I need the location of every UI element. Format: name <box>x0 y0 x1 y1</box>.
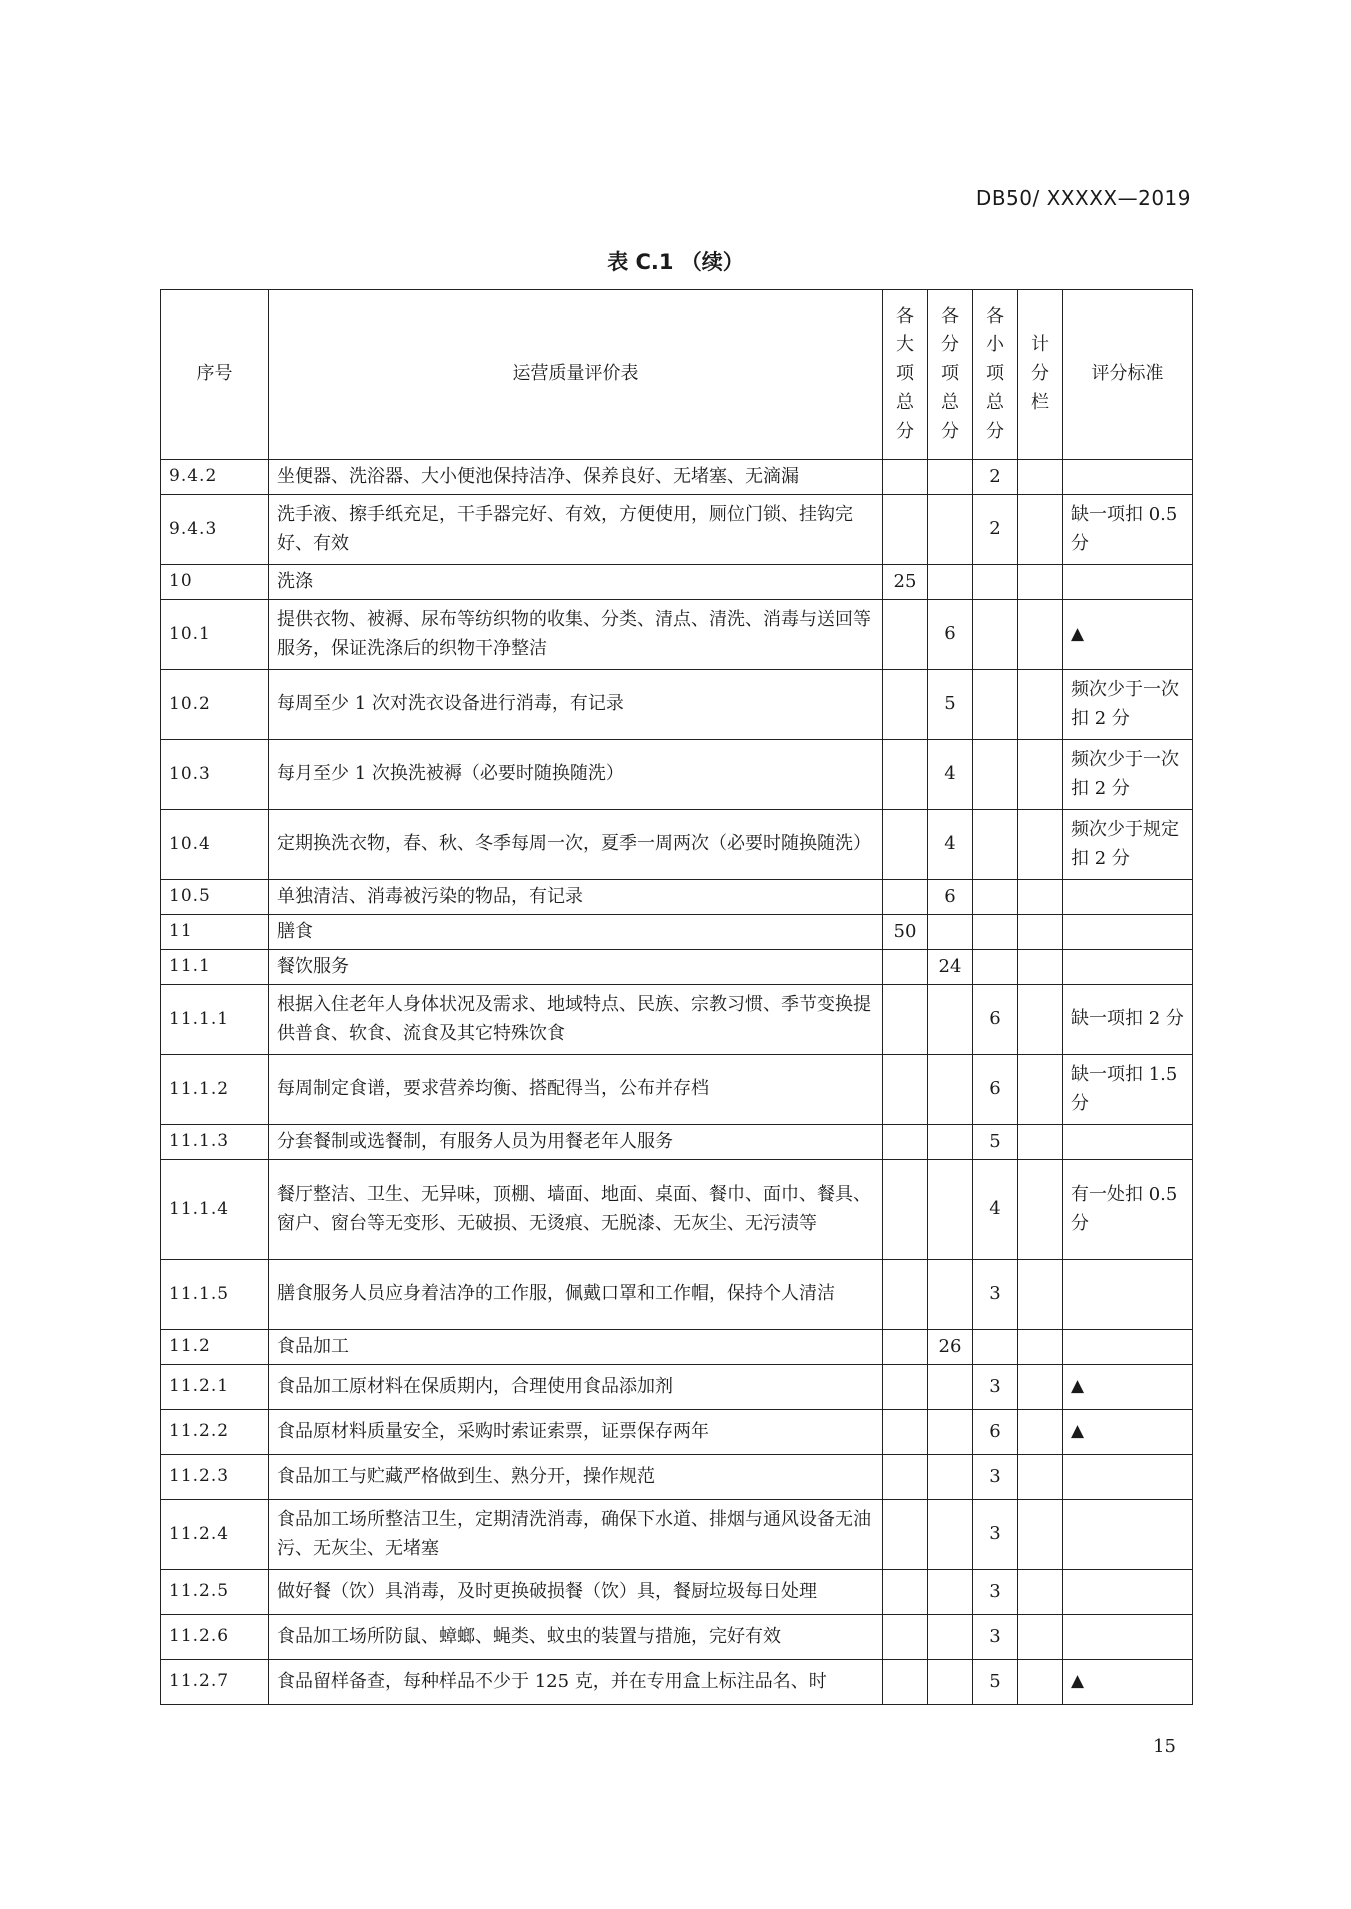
row-score <box>1018 1660 1063 1705</box>
row-minor-total <box>973 810 1018 880</box>
table-row <box>161 1615 1193 1660</box>
row-content: 食品加工与贮藏严格做到生、熟分开，操作规范 <box>269 1455 883 1500</box>
row-content: 每周制定食谱，要求营养均衡、搭配得当，公布并存档 <box>269 1055 883 1125</box>
row-major-total <box>883 1365 928 1410</box>
table-row <box>161 1365 1193 1410</box>
row-sub-total <box>928 1500 973 1570</box>
row-seq: 10.3 <box>161 740 269 810</box>
row-criteria <box>1063 915 1193 950</box>
table-row <box>161 1455 1193 1500</box>
row-minor-total <box>973 740 1018 810</box>
row-sub-total <box>928 1260 973 1330</box>
table-row <box>161 985 1193 1055</box>
row-score <box>1018 1500 1063 1570</box>
row-sub-total: 5 <box>928 670 973 740</box>
table-row <box>161 495 1193 565</box>
table-body <box>161 460 1193 1705</box>
row-minor-total <box>973 565 1018 600</box>
row-score <box>1018 1055 1063 1125</box>
row-minor-total: 6 <box>973 1055 1018 1125</box>
row-seq: 11.2.3 <box>161 1455 269 1500</box>
row-score <box>1018 495 1063 565</box>
row-minor-total: 2 <box>973 460 1018 495</box>
row-criteria: 频次少于一次扣 2 分 <box>1063 670 1193 740</box>
row-sub-total <box>928 1410 973 1455</box>
row-major-total <box>883 670 928 740</box>
row-major-total <box>883 1615 928 1660</box>
row-score <box>1018 880 1063 915</box>
row-content: 分套餐制或选餐制，有服务人员为用餐老年人服务 <box>269 1125 883 1160</box>
table-row <box>161 1570 1193 1615</box>
row-sub-total <box>928 1660 973 1705</box>
row-score <box>1018 1125 1063 1160</box>
row-seq: 10.2 <box>161 670 269 740</box>
row-criteria: ▲ <box>1063 1660 1193 1705</box>
row-seq: 11.1.1 <box>161 985 269 1055</box>
row-major-total <box>883 985 928 1055</box>
row-seq: 11.2.4 <box>161 1500 269 1570</box>
header-sub-total: 各 分 项 总 分 <box>928 290 973 460</box>
row-major-total <box>883 1125 928 1160</box>
row-sub-total <box>928 565 973 600</box>
page-number: 15 <box>1153 1736 1176 1757</box>
row-seq: 11.2.2 <box>161 1410 269 1455</box>
row-content: 提供衣物、被褥、尿布等纺织物的收集、分类、清点、清洗、消毒与送回等服务，保证洗涤后的织物干净整洁 <box>269 600 883 670</box>
header-score-column: 计 分 栏 <box>1018 290 1063 460</box>
row-minor-total: 3 <box>973 1260 1018 1330</box>
row-criteria: 缺一项扣 0.5 分 <box>1063 495 1193 565</box>
table-row <box>161 915 1193 950</box>
table-row <box>161 1330 1193 1365</box>
row-seq: 11.2.5 <box>161 1570 269 1615</box>
row-content: 膳食 <box>269 915 883 950</box>
row-criteria: 缺一项扣 1.5 分 <box>1063 1055 1193 1125</box>
row-seq: 11.1.3 <box>161 1125 269 1160</box>
header-minor-total: 各 小 项 总 分 <box>973 290 1018 460</box>
row-seq: 11.2.7 <box>161 1660 269 1705</box>
row-criteria: 有一处扣 0.5 分 <box>1063 1160 1193 1260</box>
row-content: 膳食服务人员应身着洁净的工作服，佩戴口罩和工作帽，保持个人清洁 <box>269 1260 883 1330</box>
row-criteria <box>1063 1455 1193 1500</box>
row-score <box>1018 915 1063 950</box>
row-seq: 10.1 <box>161 600 269 670</box>
row-major-total <box>883 600 928 670</box>
row-criteria: 频次少于规定扣 2 分 <box>1063 810 1193 880</box>
row-content: 做好餐（饮）具消毒，及时更换破损餐（饮）具，餐厨垃圾每日处理 <box>269 1570 883 1615</box>
row-minor-total <box>973 880 1018 915</box>
row-sub-total: 6 <box>928 600 973 670</box>
table-row <box>161 670 1193 740</box>
row-criteria: ▲ <box>1063 1410 1193 1455</box>
row-major-total <box>883 1570 928 1615</box>
row-content: 单独清洁、消毒被污染的物品，有记录 <box>269 880 883 915</box>
evaluation-table <box>160 289 1193 1705</box>
table-row <box>161 460 1193 495</box>
row-sub-total: 4 <box>928 810 973 880</box>
row-major-total <box>883 810 928 880</box>
row-score <box>1018 460 1063 495</box>
row-criteria <box>1063 1500 1193 1570</box>
row-seq: 11.1.4 <box>161 1160 269 1260</box>
row-minor-total: 6 <box>973 1410 1018 1455</box>
row-seq: 9.4.3 <box>161 495 269 565</box>
row-major-total <box>883 1160 928 1260</box>
row-sub-total <box>928 1570 973 1615</box>
row-content: 食品加工原材料在保质期内，合理使用食品添加剂 <box>269 1365 883 1410</box>
row-score <box>1018 1160 1063 1260</box>
row-major-total <box>883 1055 928 1125</box>
table-row <box>161 600 1193 670</box>
row-criteria <box>1063 1570 1193 1615</box>
row-criteria <box>1063 1615 1193 1660</box>
table-row <box>161 1260 1193 1330</box>
row-criteria: 频次少于一次扣 2 分 <box>1063 740 1193 810</box>
row-content: 食品留样备查，每种样品不少于 125 克，并在专用盒上标注品名、时 <box>269 1660 883 1705</box>
row-minor-total: 3 <box>973 1365 1018 1410</box>
row-minor-total: 3 <box>973 1570 1018 1615</box>
row-minor-total: 2 <box>973 495 1018 565</box>
row-sub-total <box>928 1365 973 1410</box>
row-sub-total <box>928 1455 973 1500</box>
row-seq: 11.1.5 <box>161 1260 269 1330</box>
row-minor-total: 4 <box>973 1160 1018 1260</box>
row-criteria: 缺一项扣 2 分 <box>1063 985 1193 1055</box>
row-major-total <box>883 1330 928 1365</box>
row-major-total <box>883 950 928 985</box>
row-criteria: ▲ <box>1063 600 1193 670</box>
row-seq: 11.2.1 <box>161 1365 269 1410</box>
row-score <box>1018 985 1063 1055</box>
table-header-row <box>161 290 1193 460</box>
header-criteria: 评分标准 <box>1063 290 1193 460</box>
row-content: 食品加工场所防鼠、蟑螂、蝇类、蚊虫的装置与措施，完好有效 <box>269 1615 883 1660</box>
table-row <box>161 565 1193 600</box>
table-row <box>161 1660 1193 1705</box>
row-criteria <box>1063 460 1193 495</box>
row-minor-total: 3 <box>973 1500 1018 1570</box>
row-minor-total <box>973 950 1018 985</box>
row-content: 每周至少 1 次对洗衣设备进行消毒，有记录 <box>269 670 883 740</box>
row-score <box>1018 740 1063 810</box>
row-sub-total <box>928 915 973 950</box>
table-row <box>161 1500 1193 1570</box>
row-content: 餐厅整洁、卫生、无异味，顶棚、墙面、地面、桌面、餐巾、面巾、餐具、窗户、窗台等无变形、无破损、无烫痕、无脱漆、无灰尘、无污渍等 <box>269 1160 883 1260</box>
row-criteria <box>1063 565 1193 600</box>
row-seq: 11.2.6 <box>161 1615 269 1660</box>
row-seq: 10 <box>161 565 269 600</box>
row-major-total <box>883 1455 928 1500</box>
row-sub-total <box>928 1125 973 1160</box>
row-score <box>1018 1615 1063 1660</box>
row-major-total <box>883 1260 928 1330</box>
row-major-total <box>883 495 928 565</box>
table-title: 表 C.1 （续） <box>607 250 744 274</box>
row-seq: 10.5 <box>161 880 269 915</box>
row-content: 餐饮服务 <box>269 950 883 985</box>
table-row <box>161 1055 1193 1125</box>
table-row <box>161 1125 1193 1160</box>
row-criteria <box>1063 1125 1193 1160</box>
row-score <box>1018 1455 1063 1500</box>
table-row <box>161 810 1193 880</box>
table-row <box>161 950 1193 985</box>
table-row <box>161 740 1193 810</box>
row-seq: 10.4 <box>161 810 269 880</box>
row-minor-total: 3 <box>973 1615 1018 1660</box>
row-minor-total <box>973 600 1018 670</box>
header-seq: 序号 <box>161 290 269 460</box>
row-criteria: ▲ <box>1063 1365 1193 1410</box>
document-code: DB50/ XXXXX—2019 <box>975 186 1191 210</box>
row-content: 坐便器、洗浴器、大小便池保持洁净、保养良好、无堵塞、无滴漏 <box>269 460 883 495</box>
row-content: 根据入住老年人身体状况及需求、地域特点、民族、宗教习惯、季节变换提供普食、软食、流食及其它特殊饮食 <box>269 985 883 1055</box>
row-sub-total: 6 <box>928 880 973 915</box>
row-score <box>1018 600 1063 670</box>
row-sub-total <box>928 495 973 565</box>
table-row <box>161 1160 1193 1260</box>
row-content: 定期换洗衣物，春、秋、冬季每周一次，夏季一周两次（必要时随换随洗） <box>269 810 883 880</box>
row-content: 洗涤 <box>269 565 883 600</box>
row-criteria <box>1063 950 1193 985</box>
row-major-total: 50 <box>883 915 928 950</box>
row-score <box>1018 670 1063 740</box>
row-score <box>1018 810 1063 880</box>
row-major-total <box>883 1410 928 1455</box>
row-major-total <box>883 740 928 810</box>
row-sub-total <box>928 1615 973 1660</box>
row-major-total: 25 <box>883 565 928 600</box>
row-sub-total: 4 <box>928 740 973 810</box>
row-seq: 11.1 <box>161 950 269 985</box>
row-content: 洗手液、擦手纸充足，干手器完好、有效，方便使用，厕位门锁、挂钩完好、有效 <box>269 495 883 565</box>
row-sub-total <box>928 460 973 495</box>
row-score <box>1018 950 1063 985</box>
row-minor-total <box>973 915 1018 950</box>
row-minor-total: 5 <box>973 1660 1018 1705</box>
row-sub-total: 26 <box>928 1330 973 1365</box>
row-content: 每月至少 1 次换洗被褥（必要时随换随洗） <box>269 740 883 810</box>
row-content: 食品加工 <box>269 1330 883 1365</box>
row-score <box>1018 1330 1063 1365</box>
row-minor-total <box>973 670 1018 740</box>
row-sub-total <box>928 985 973 1055</box>
row-major-total <box>883 880 928 915</box>
row-sub-total <box>928 1160 973 1260</box>
header-content: 运营质量评价表 <box>269 290 883 460</box>
row-minor-total: 6 <box>973 985 1018 1055</box>
row-major-total <box>883 460 928 495</box>
row-sub-total <box>928 1055 973 1125</box>
row-seq: 9.4.2 <box>161 460 269 495</box>
row-criteria <box>1063 880 1193 915</box>
row-minor-total: 5 <box>973 1125 1018 1160</box>
row-score <box>1018 565 1063 600</box>
table-row <box>161 880 1193 915</box>
row-major-total <box>883 1500 928 1570</box>
row-seq: 11.2 <box>161 1330 269 1365</box>
row-content: 食品加工场所整洁卫生，定期清洗消毒，确保下水道、排烟与通风设备无油污、无灰尘、无堵塞 <box>269 1500 883 1570</box>
row-score <box>1018 1260 1063 1330</box>
row-score <box>1018 1570 1063 1615</box>
row-seq: 11.1.2 <box>161 1055 269 1125</box>
row-content: 食品原材料质量安全，采购时索证索票，证票保存两年 <box>269 1410 883 1455</box>
row-criteria <box>1063 1330 1193 1365</box>
row-score <box>1018 1410 1063 1455</box>
header-major-total: 各 大 项 总 分 <box>883 290 928 460</box>
row-minor-total: 3 <box>973 1455 1018 1500</box>
row-seq: 11 <box>161 915 269 950</box>
table-row <box>161 1410 1193 1455</box>
row-score <box>1018 1365 1063 1410</box>
row-major-total <box>883 1660 928 1705</box>
row-minor-total <box>973 1330 1018 1365</box>
row-sub-total: 24 <box>928 950 973 985</box>
row-criteria <box>1063 1260 1193 1330</box>
